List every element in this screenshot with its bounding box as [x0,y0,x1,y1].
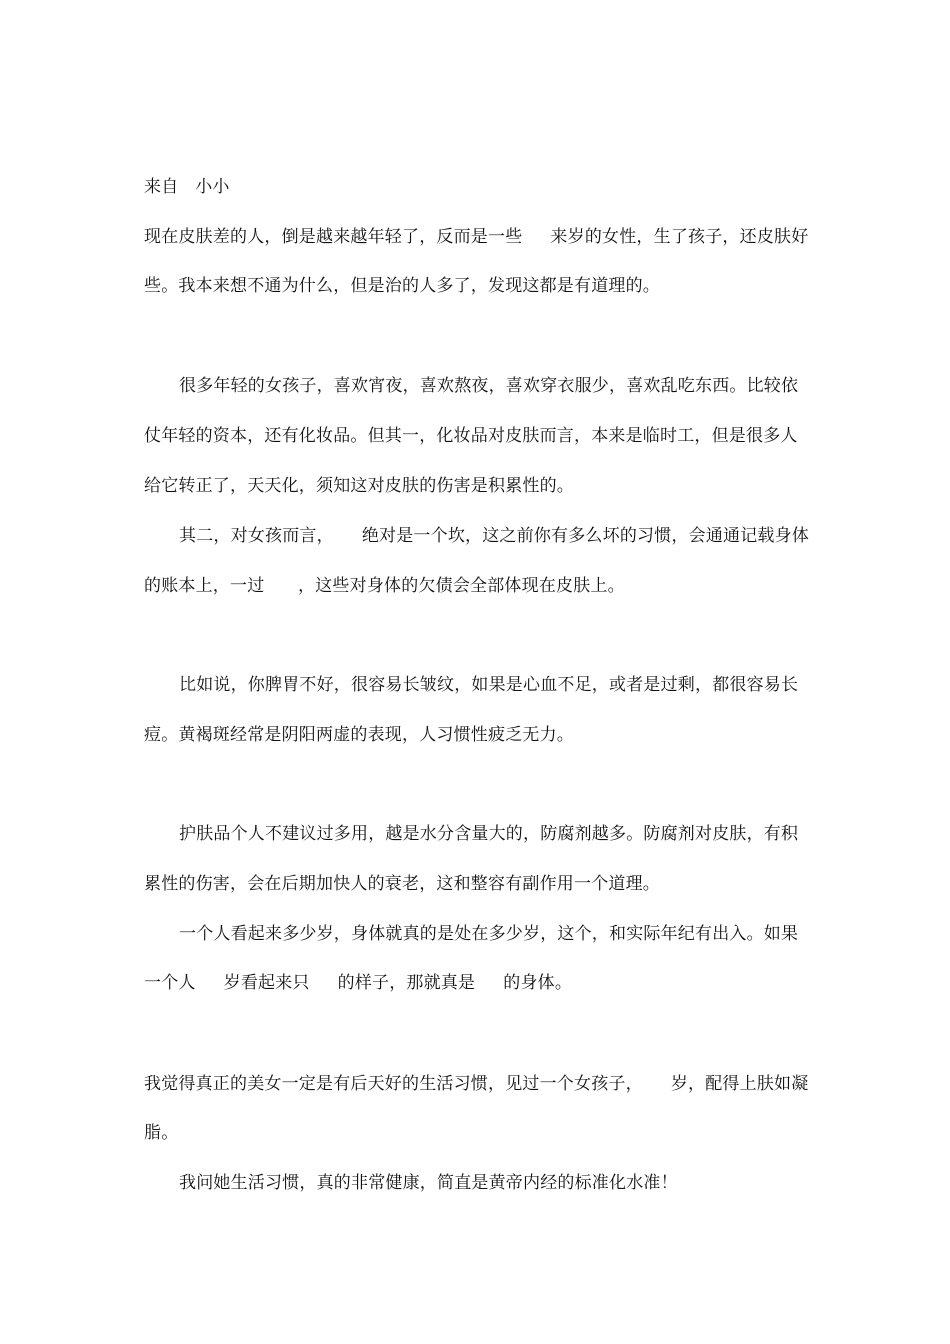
text-line: 一个人 岁看起来只 的样子，那就真是 的身体。 [144,973,573,993]
text-line: 给它转正了，天天化，须知这对皮肤的伤害是积累性的。 [144,476,574,496]
text-line: 我觉得真正的美女一定是有后天好的生活习惯，见过一个女孩子， 岁，配得上肤如凝 [144,1074,809,1094]
text-line: 脂。 [144,1123,179,1143]
text-line: 我问她生活习惯，真的非常健康，简直是黄帝内经的标准化水准！ [179,1173,678,1193]
text-line: 仗年轻的资本，还有化妆品。但其一，化妆品对皮肤而言，本来是临时工，但是很多人 [144,426,798,446]
text-line: 累性的伤害，会在后期加快人的衰老，这和整容有副作用一个道理。 [144,874,660,894]
text-line: 很多年轻的女孩子，喜欢宵夜，喜欢熬夜，喜欢穿衣服少，喜欢乱吃东西。比较依 [179,376,799,396]
source-line: 来自 小小 [144,177,230,197]
text-line: 护肤品个人不建议过多用，越是水分含量大的，防腐剂越多。防腐剂对皮肤，有积 [179,824,799,844]
text-line: 一个人看起来多少岁，身体就真的是处在多少岁，这个，和实际年纪有出入。如果 [179,924,799,944]
text-line: 现在皮肤差的人，倒是越来越年轻了，反而是一些 来岁的女性，生了孩子，还皮肤好 [144,227,809,247]
text-line: 痘。黄褐斑经常是阴阳两虚的表现，人习惯性疲乏无力。 [144,725,574,745]
text-line: 比如说，你脾胃不好，很容易长皱纹，如果是心血不足，或者是过剩，都很容易长 [179,675,799,695]
text-line: 的账本上，一过 ，这些对身体的欠债会全部体现在皮肤上。 [144,576,625,596]
text-line: 其二，对女孩而言， 绝对是一个坎，这之前你有多么坏的习惯，会通通记载身体 [179,526,810,546]
text-line: 些。我本来想不通为什么，但是治的人多了，发现这都是有道理的。 [144,276,660,296]
